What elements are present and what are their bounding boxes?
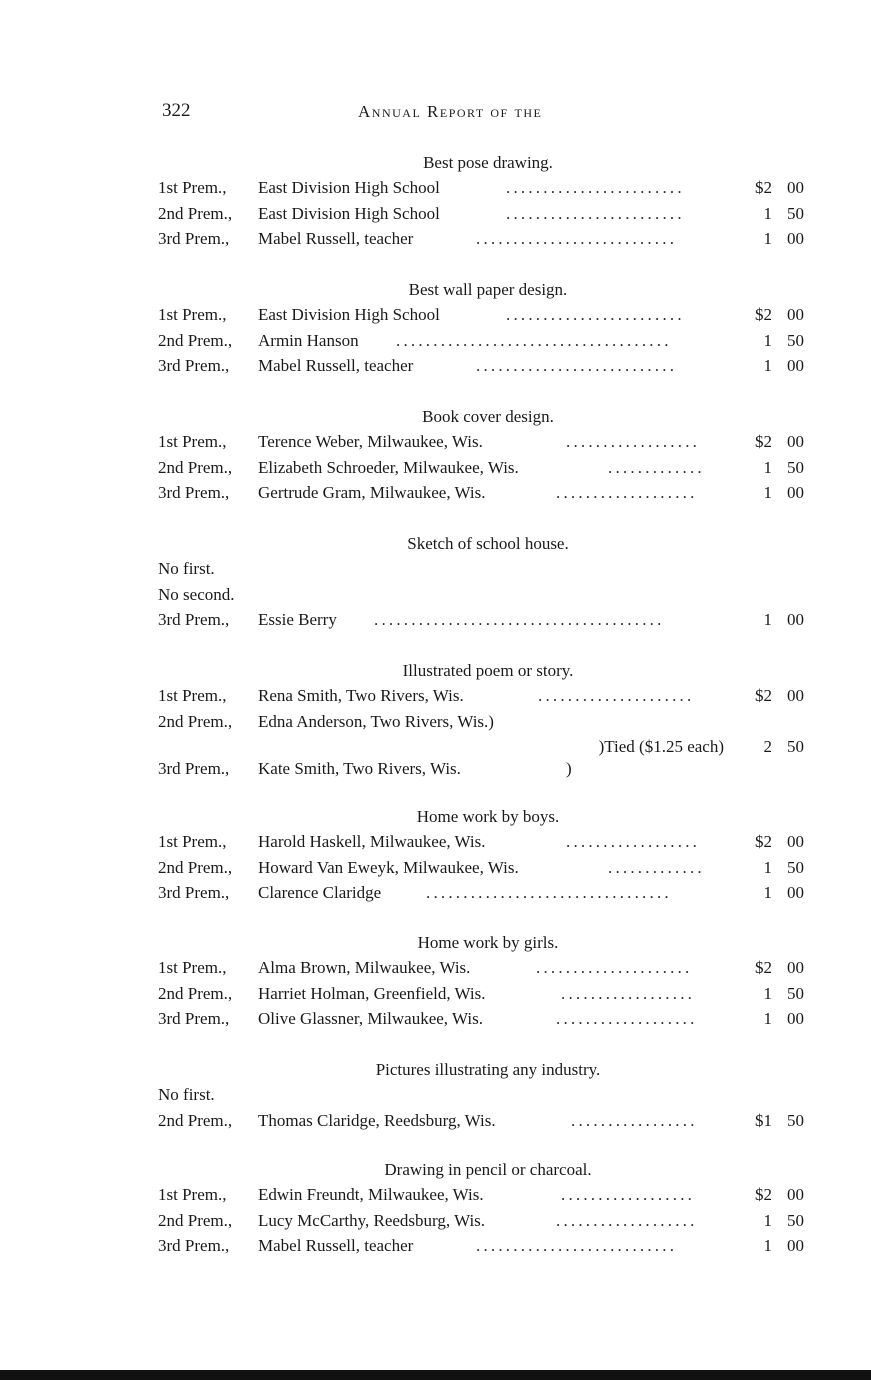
prize-dollars: 1	[763, 356, 772, 375]
prize-cents: 50	[787, 737, 804, 756]
prize-row	[158, 683, 808, 709]
prize-row	[158, 429, 808, 455]
prize-rank: 3rd Prem.,	[158, 356, 230, 375]
prize-row	[158, 1208, 808, 1234]
prize-row	[158, 480, 808, 506]
section-best-pose-drawing	[158, 150, 808, 252]
prize-rank: 2nd Prem.,	[158, 857, 233, 877]
prize-rank: 1st Prem.,	[158, 832, 227, 851]
section-title: Best pose drawing.	[423, 153, 553, 172]
winner-name: Mabel Russell, teacher	[258, 356, 414, 375]
dot-leader: .....................	[538, 686, 695, 705]
section-title: Book cover design.	[422, 407, 554, 426]
prize-cents: 00	[787, 178, 804, 197]
prize-row	[158, 556, 808, 582]
prize-row	[158, 855, 808, 881]
prize-cents: 00	[787, 1009, 804, 1028]
dot-leader: ........................	[506, 305, 685, 324]
prize-cents: 50	[787, 203, 804, 223]
prize-row	[158, 829, 808, 855]
prize-dollars: $1	[755, 1110, 772, 1130]
prize-row	[158, 1182, 808, 1208]
dot-leader: .................	[571, 1110, 698, 1130]
prize-row	[158, 455, 808, 481]
winner-name: Mabel Russell, teacher	[258, 1236, 414, 1255]
running-title: Annual Report of the	[358, 102, 543, 121]
prize-dollars: 1	[763, 983, 772, 1003]
prize-cents: 00	[787, 1236, 804, 1255]
prize-rank: No first.	[158, 559, 215, 578]
section-title: Illustrated poem or story.	[402, 661, 574, 680]
dot-leader: ..................	[561, 983, 696, 1003]
dot-leader: .............	[608, 457, 705, 477]
dot-leader: ...................	[556, 1210, 698, 1230]
prize-row	[158, 302, 808, 328]
winner-name: Elizabeth Schroeder, Milwaukee, Wis.	[258, 457, 519, 477]
winner-name: Howard Van Eweyk, Milwaukee, Wis.	[258, 857, 519, 877]
prize-dollars: 1	[763, 1236, 772, 1255]
winner-name: Mabel Russell, teacher	[258, 229, 414, 248]
section-title: Home work by boys.	[416, 807, 560, 826]
section-book-cover-design	[158, 404, 808, 506]
prize-dollars: $2	[755, 1185, 772, 1204]
prize-dollars: 1	[763, 457, 772, 477]
prize-rank: 3rd Prem.,	[158, 229, 230, 248]
dot-leader: ........................	[506, 203, 685, 223]
winner-name: Edna Anderson, Two Rivers, Wis.)	[258, 711, 494, 731]
prize-rank: 1st Prem.,	[158, 178, 227, 197]
prize-row	[158, 226, 808, 252]
prize-row	[158, 1006, 808, 1032]
winner-name: Harold Haskell, Milwaukee, Wis.	[258, 832, 486, 851]
dot-leader: .............	[608, 857, 705, 877]
section-illustrated-poem-or-story	[158, 658, 808, 781]
winner-name: Thomas Claridge, Reedsburg, Wis.	[258, 1110, 496, 1130]
prize-row	[158, 756, 808, 782]
bracket-paren: )	[566, 758, 572, 778]
winner-name: East Division High School	[258, 178, 440, 197]
prize-cents: 50	[787, 330, 804, 350]
prize-cents: 00	[787, 305, 804, 324]
prize-dollars: $2	[755, 686, 772, 705]
prize-rank: 3rd Prem.,	[158, 1009, 230, 1028]
prize-rank: 1st Prem.,	[158, 305, 227, 324]
dot-leader: ...........................	[476, 1236, 678, 1255]
prize-cents: 00	[787, 958, 804, 977]
winner-name: East Division High School	[258, 203, 440, 223]
prize-cents: 00	[787, 356, 804, 375]
prize-row	[158, 981, 808, 1007]
section-home-work-by-girls	[158, 930, 808, 1032]
winner-name: Lucy McCarthy, Reedsburg, Wis.	[258, 1210, 486, 1230]
prize-dollars: $2	[755, 178, 772, 197]
prize-rank: 3rd Prem.,	[158, 483, 230, 502]
prize-dollars: 1	[763, 1009, 772, 1028]
prize-cents: 00	[787, 1185, 804, 1204]
prize-row	[158, 582, 808, 608]
section-sketch-of-school-house	[158, 531, 808, 633]
prize-dollars: 1	[763, 483, 772, 502]
prize-cents: 00	[787, 432, 804, 451]
winner-name: Gertrude Gram, Milwaukee, Wis.	[258, 483, 486, 502]
tied-note: )Tied ($1.25 each)	[598, 737, 724, 756]
prize-dollars: $2	[755, 832, 772, 851]
winner-name: Rena Smith, Two Rivers, Wis.	[258, 686, 464, 705]
prize-row	[158, 175, 808, 201]
prize-rank: 2nd Prem.,	[158, 203, 233, 223]
winner-name: Kate Smith, Two Rivers, Wis.	[258, 758, 461, 778]
prize-cents: 50	[787, 1210, 804, 1230]
winner-name: Alma Brown, Milwaukee, Wis.	[258, 958, 471, 977]
prize-rank: No first.	[158, 1085, 215, 1104]
section-title: Drawing in pencil or charcoal.	[384, 1160, 592, 1179]
page-number: 322	[162, 100, 191, 121]
prize-dollars: $2	[755, 305, 772, 324]
prize-rank: 3rd Prem.,	[158, 758, 230, 778]
prize-rank: 2nd Prem.,	[158, 1110, 233, 1130]
winner-name: Clarence Claridge	[258, 883, 382, 902]
prize-rank: 3rd Prem.,	[158, 883, 230, 902]
dot-leader: ...................	[556, 483, 698, 502]
prize-row	[158, 1108, 808, 1134]
prize-rank: 1st Prem.,	[158, 1185, 227, 1204]
prize-row	[158, 353, 808, 379]
prize-rank: 2nd Prem.,	[158, 711, 233, 731]
prize-row	[158, 1233, 808, 1259]
prize-dollars: 1	[763, 229, 772, 248]
prize-cents: 50	[787, 1110, 804, 1130]
winner-name: Harriet Holman, Greenfield, Wis.	[258, 983, 486, 1003]
prize-dollars: 1	[763, 330, 772, 350]
prize-cents: 00	[787, 610, 804, 629]
dot-leader: .......................................	[374, 610, 665, 629]
prize-dollars: 1	[763, 203, 772, 223]
winner-name: Essie Berry	[258, 610, 337, 629]
dot-leader: .....................................	[396, 330, 672, 350]
dot-leader: ...........................	[476, 356, 678, 375]
prize-row	[158, 880, 808, 906]
prize-cents: 00	[787, 883, 804, 902]
prize-rank: No second.	[158, 584, 235, 604]
section-best-wall-paper-design	[158, 277, 808, 379]
dot-leader: ..................	[561, 1185, 696, 1204]
section-title: Sketch of school house.	[407, 534, 569, 553]
section-home-work-by-boys	[158, 804, 808, 906]
section-pictures-illustrating-any-industry	[158, 1057, 808, 1133]
prize-cents: 50	[787, 457, 804, 477]
prize-dollars: 1	[763, 883, 772, 902]
page-header	[160, 100, 810, 124]
scan-bottom-border	[0, 1370, 871, 1380]
winner-name: Terence Weber, Milwaukee, Wis.	[258, 432, 483, 451]
dot-leader: ..................	[566, 832, 701, 851]
prize-row	[158, 607, 808, 633]
prize-row	[158, 955, 808, 981]
prize-rank: 2nd Prem.,	[158, 983, 233, 1003]
section-title: Home work by girls.	[417, 933, 559, 952]
prize-cents: 50	[787, 983, 804, 1003]
winner-name: Armin Hanson	[258, 330, 359, 350]
dot-leader: .................................	[426, 883, 672, 902]
winner-name: East Division High School	[258, 305, 440, 324]
prize-dollars: 2	[763, 737, 772, 756]
dot-leader: ........................	[506, 178, 685, 197]
prize-dollars: 1	[763, 1210, 772, 1230]
prize-cents: 00	[787, 832, 804, 851]
prize-dollars: $2	[755, 958, 772, 977]
section-title: Pictures illustrating any industry.	[375, 1060, 601, 1079]
prize-rank: 3rd Prem.,	[158, 610, 230, 629]
winner-name: Edwin Freundt, Milwaukee, Wis.	[258, 1185, 484, 1204]
dot-leader: .....................	[536, 958, 693, 977]
prize-rank: 2nd Prem.,	[158, 1210, 233, 1230]
prize-rank: 3rd Prem.,	[158, 1236, 230, 1255]
dot-leader: ...........................	[476, 229, 678, 248]
prize-rank: 1st Prem.,	[158, 958, 227, 977]
prize-row	[158, 709, 808, 735]
prize-row	[158, 1082, 808, 1108]
prize-dollars: 1	[763, 857, 772, 877]
prize-rank: 1st Prem.,	[158, 432, 227, 451]
dot-leader: ..................	[566, 432, 701, 451]
prize-rank: 2nd Prem.,	[158, 330, 233, 350]
dot-leader: ...................	[556, 1009, 698, 1028]
prize-row	[158, 201, 808, 227]
prize-dollars: 1	[763, 610, 772, 629]
prize-row	[158, 328, 808, 354]
prize-cents: 00	[787, 686, 804, 705]
prize-dollars: $2	[755, 432, 772, 451]
section-title: Best wall paper design.	[408, 280, 568, 299]
prize-cents: 50	[787, 857, 804, 877]
prize-cents: 00	[787, 483, 804, 502]
prize-rank: 2nd Prem.,	[158, 457, 233, 477]
winner-name: Olive Glassner, Milwaukee, Wis.	[258, 1009, 483, 1028]
prize-cents: 00	[787, 229, 804, 248]
prize-rank: 1st Prem.,	[158, 686, 227, 705]
section-drawing-in-pencil-or-charcoal	[158, 1157, 808, 1259]
